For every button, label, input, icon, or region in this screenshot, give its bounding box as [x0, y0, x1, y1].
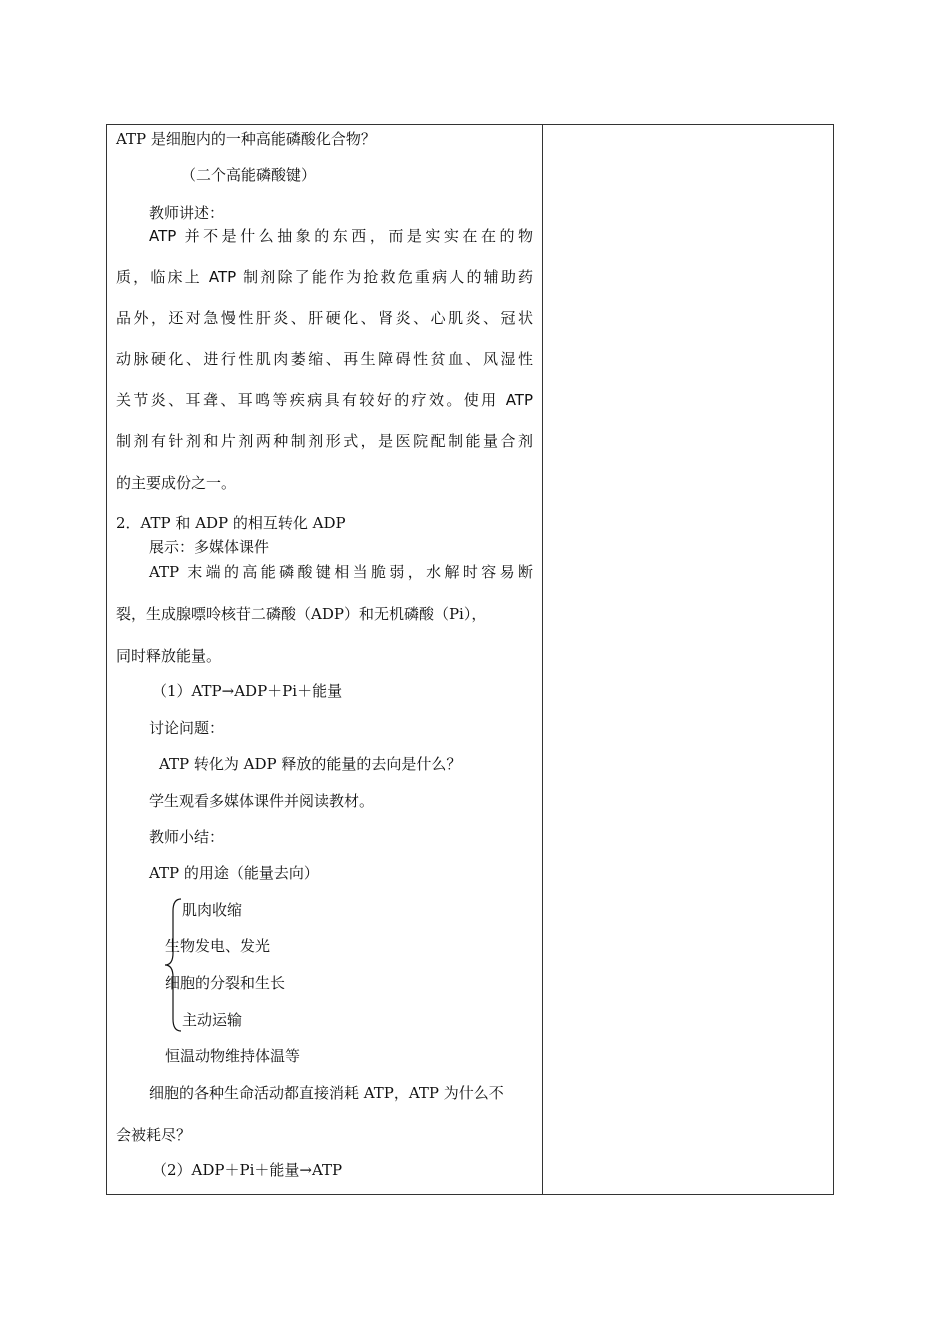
list-item: 肌肉收缩 — [182, 901, 243, 919]
text-line: ATP 末端的高能磷酸键相当脆弱，水解时容易断 — [149, 563, 533, 581]
text-line: 讨论问题： — [149, 719, 225, 737]
text-line: 的主要成份之一。 — [116, 474, 237, 492]
right-cell — [543, 125, 833, 1194]
text-line: ATP 并不是什么抽象的东西，而是实实在在的物 — [149, 227, 533, 245]
list-item: 恒温动物维持体温等 — [165, 1047, 301, 1065]
text-line: 品外，还对急慢性肝炎、肝硬化、肾炎、心肌炎、冠状 — [116, 309, 533, 327]
text-line: ATP 的用途（能量去向） — [149, 864, 319, 882]
text-line: 制剂有针剂和片剂两种制剂形式，是医院配制能量合剂 — [116, 432, 533, 450]
equation-line: （2）ADP＋Pi＋能量→ATP — [152, 1161, 343, 1179]
text-line: 教师小结： — [149, 828, 225, 846]
text-line: 会被耗尽？ — [116, 1126, 192, 1144]
text-line: 细胞的各种生命活动都直接消耗 ATP，ATP 为什么不 — [149, 1084, 504, 1102]
text-line: ATP 转化为 ADP 释放的能量的去向是什么？ — [159, 755, 462, 773]
lesson-table — [106, 124, 834, 1195]
equation-line: （1）ATP→ADP＋Pi＋能量 — [152, 682, 343, 700]
text-line: 裂，生成腺嘌呤核苷二磷酸（ADP）和无机磷酸（Pi）， — [116, 605, 487, 623]
text-line: （二个高能磷酸键） — [181, 166, 317, 184]
list-item: 细胞的分裂和生长 — [165, 974, 286, 992]
text-line: 学生观看多媒体课件并阅读教材。 — [149, 792, 375, 810]
text-line: 动脉硬化、进行性肌肉萎缩、再生障碍性贫血、风湿性 — [116, 350, 533, 368]
list-item: 主动运输 — [182, 1011, 243, 1029]
text-line: 教师讲述： — [149, 204, 225, 222]
section-heading: 2．ATP 和 ADP 的相互转化 ADP — [116, 514, 346, 532]
text-line: 质，临床上 ATP 制剂除了能作为抢救危重病人的辅助药 — [116, 268, 533, 286]
text-line: 展示：多媒体课件 — [149, 538, 270, 556]
text-line: 同时释放能量。 — [116, 647, 222, 665]
list-item: 生物发电、发光 — [165, 937, 271, 955]
text-line: ATP 是细胞内的一种高能磷酸化合物？ — [116, 130, 376, 148]
text-line: 关节炎、耳聋、耳鸣等疾病具有较好的疗效。使用 ATP — [116, 391, 533, 409]
